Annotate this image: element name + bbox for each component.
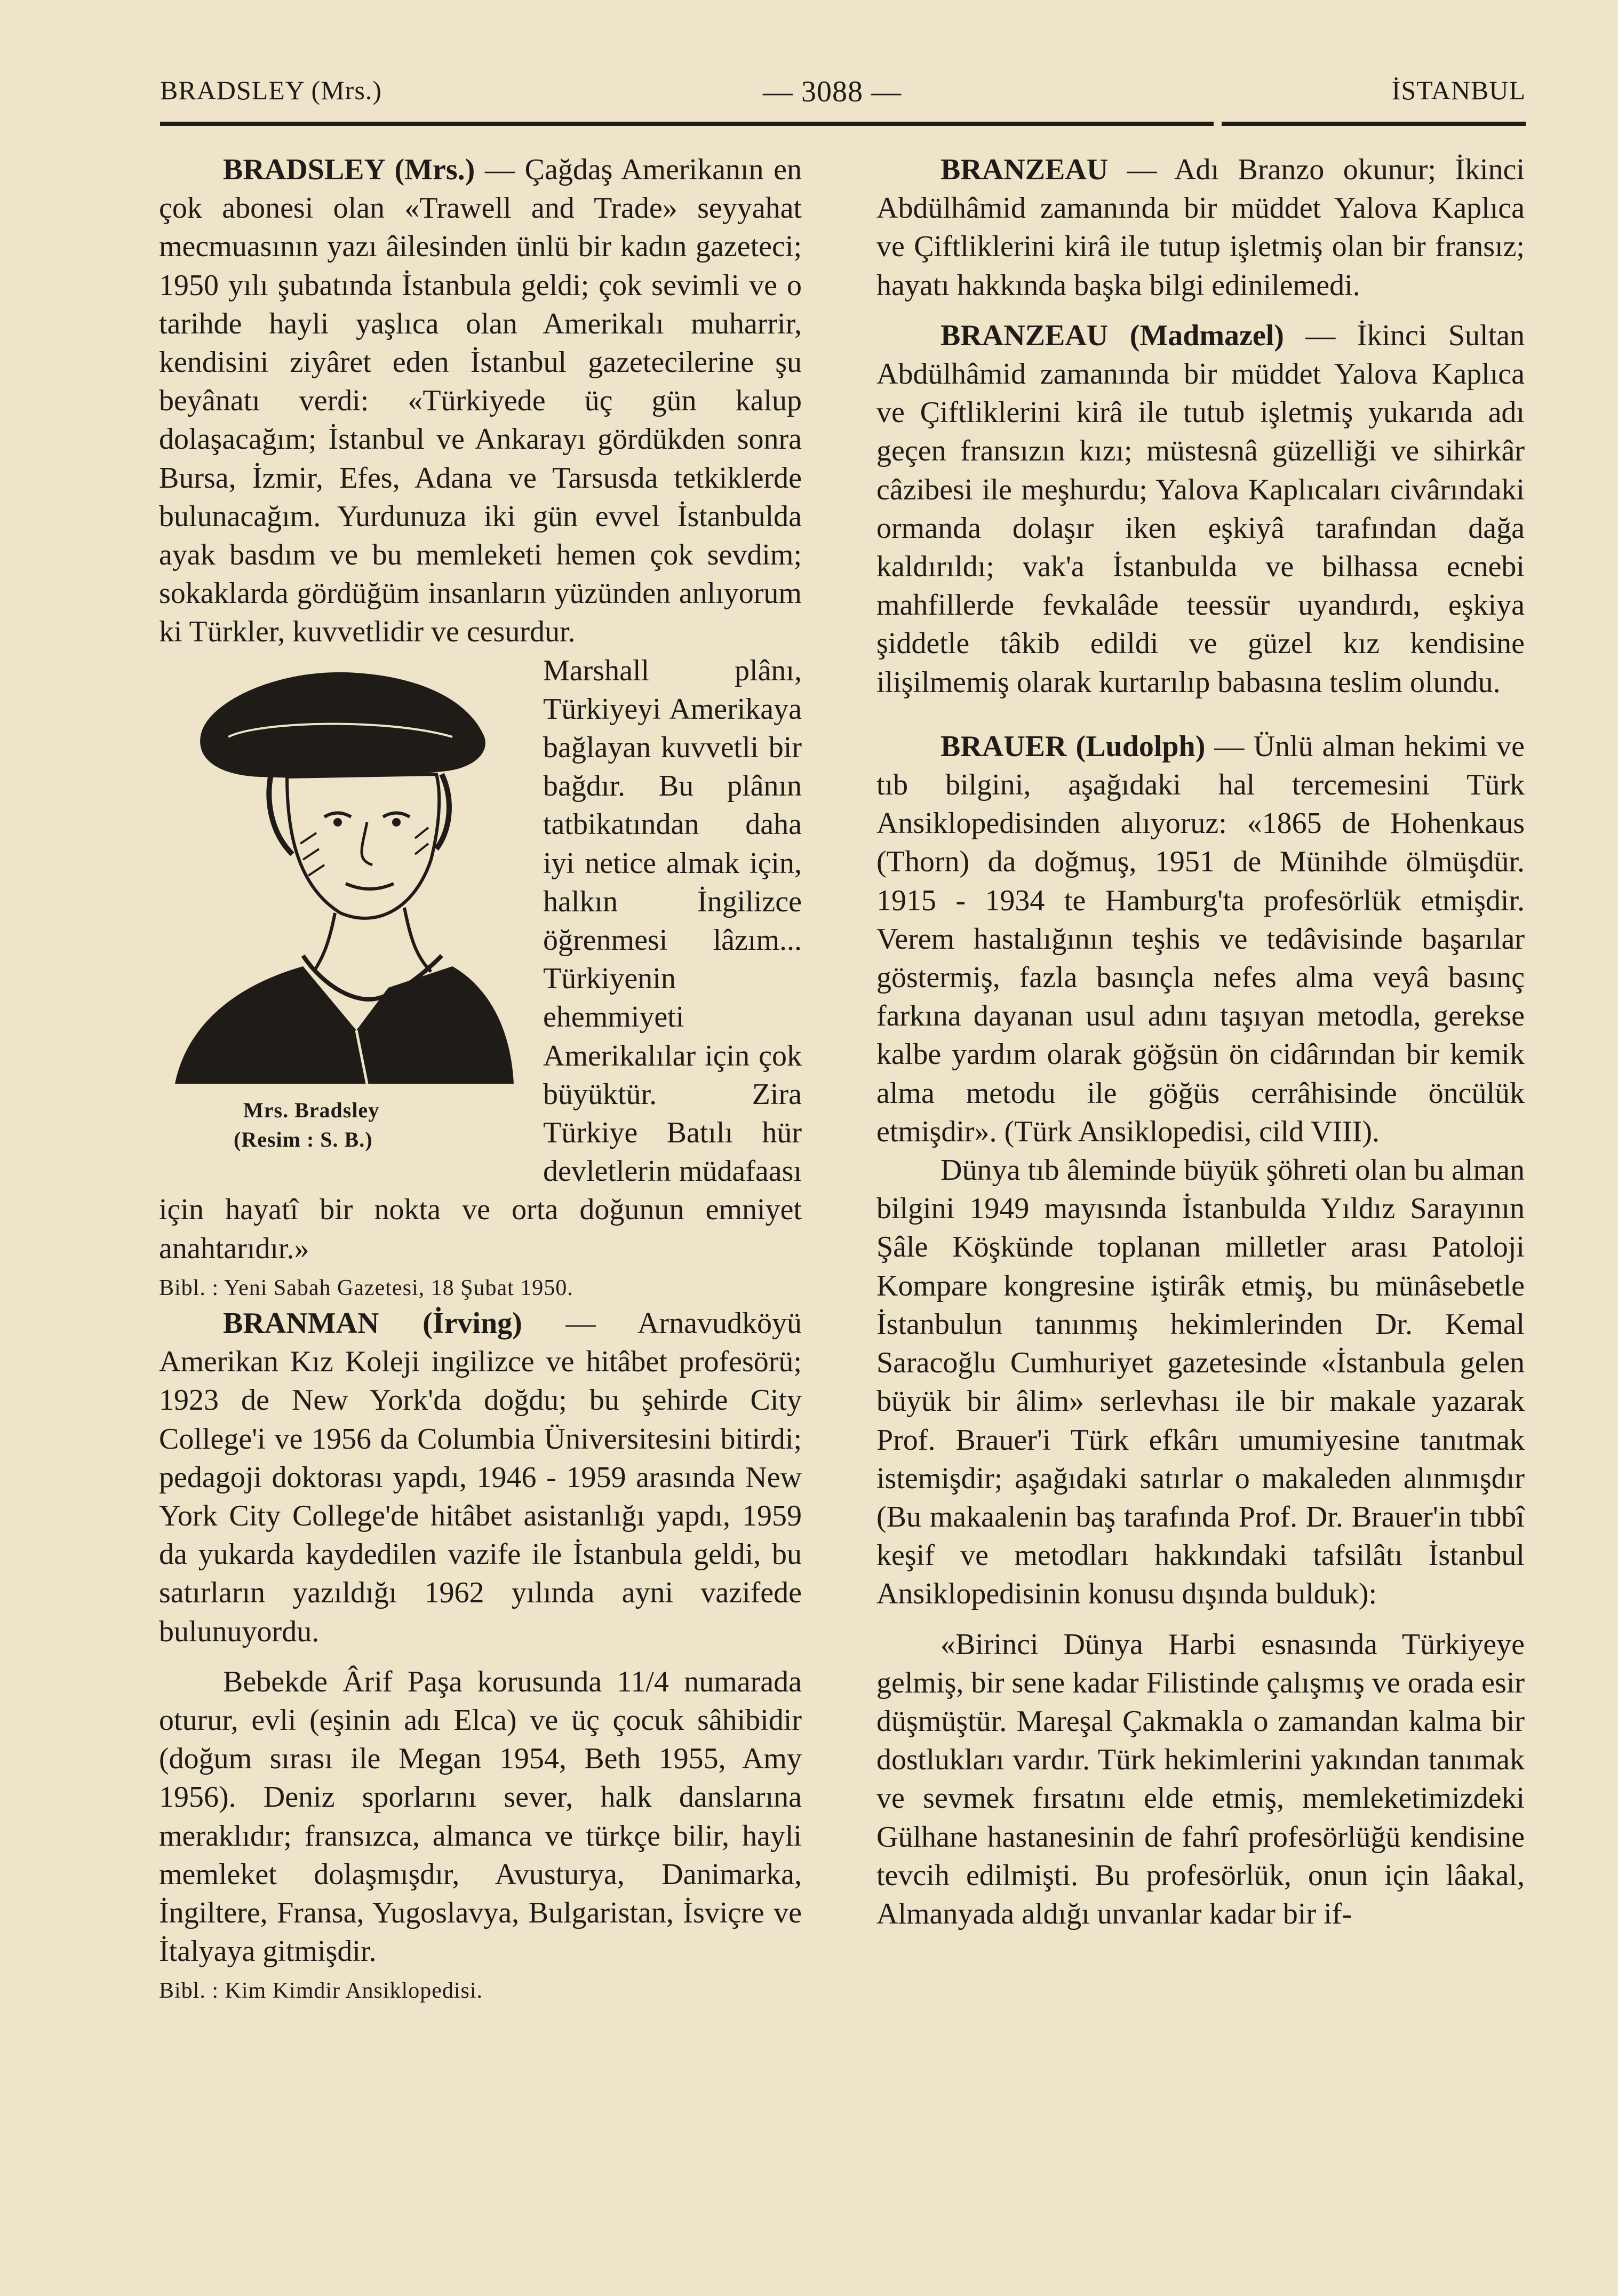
entry-brauer <box>876 727 1525 1151</box>
right-column <box>876 150 1525 1933</box>
entry-brauer-quote: «Birinci Dünya Harbi esnasında Türkiyeye gelmiş, bir sene kadar Filistinde çalışmış ve orada esir düşmüştür. Mareşal Çakmakla o zamandan kalma bir dostlukları vardır. Türk hekimlerini yakından tanımak ve sevmek fırsatını elde etmiş, memleketimizdeki Gülhane hastanesinin de fahrî profesörlüğü kendisine tevcih edilmişti. Bu profesörlük, onun için lâakal, Almanyada aldığı unvanlar kadar bir if- <box>876 1627 1525 1930</box>
entry-branman <box>159 1304 802 1651</box>
bibliography: Bibl. : Yeni Sabah Gazetesi, 18 Şubat 1950. <box>159 1275 573 1300</box>
header-rule-left <box>160 122 1214 126</box>
page-number: — 3088 — <box>763 75 902 108</box>
entry-headword: BRANZEAU (Madmazel) <box>940 319 1284 352</box>
entry-headword: BRANZEAU <box>940 153 1109 186</box>
header-right-title: İSTANBUL <box>1391 75 1526 105</box>
entry-bradsley <box>159 150 802 652</box>
photo-credit: (Resim : S. B.) <box>234 1127 373 1151</box>
running-header <box>160 75 1526 123</box>
entry-headword: BRANMAN (İrving) <box>223 1306 522 1340</box>
entry-brauer-cont: Dünya tıb âleminde büyük şöhreti olan bu alman bilgini 1949 mayısında İstanbulda Yıldız Sarayının Şâle Köşkünde toplanan milletler arası Patoloji Kompare kongresine iştirâk etmiş, bu münâsebetle İstanbulun tanınmış hekimlerinden Dr. Kemal Saracoğlu Cumhuriyet gazetesinde «İstanbula gelen büyük bir âlim» serlevhası ile bir makale yazarak Prof. Brauer'i Türk efkârı umumiyesine tanıtmak istemişdir; aşağıdaki satırlar o makaleden alınmışdır (Bu makaalenin baş tarafında Prof. Dr. Brauer'in tıbbî keşif ve metodları hakkındaki tafsilâtı İstanbul Ansiklopedisinin konusu dışında bulduk): <box>876 1154 1525 1611</box>
portrait-illustration <box>164 657 516 1089</box>
entry-body: — İkinci Sultan Abdülhâmid zamanında bir müddet Yalova Kaplıca ve Çiftliklerini kirâ ile tutub işletmiş yukarıda adı geçen fransızın kızı; müstesnâ güzelliği ve sihirkâr câzibesi ile meşhurdu; Yalova Kaplıcaları civârındaki ormanda dolaşır iken eşkiyâ tarafından dağa kaldırıldı; vak'a İstanbulda ve bilhassa ecnebi mahfillerde fevkalâde teessür uyandırdı, eşkiya şiddetle tâkib edildi ve güzel kız kendisine ilişilmemiş olarak kurtarılıp babasına teslim olundu. <box>876 319 1525 699</box>
entry-bradsley-quote: Marshall plânı, Türkiyeyi Amerikaya bağlayan kuvvetli bir bağdır. Bu plânın tatbikatından daha iyi netice almak için, halkın İngilizce öğrenmesi lâzım... Türkiyenin ehemmiyeti Amerikalılar için çok büyüktür. Zira Türkiye Batılı hür devletlerin müdafaası için hayatî bir nokta ve orta doğunun emniyet anahtarıdır.» <box>159 654 802 1265</box>
bibliography: Bibl. : Kim Kimdir Ansiklopedisi. <box>159 1979 483 2004</box>
entry-body: — Çağdaş Amerikanın en çok abonesi olan «Trawell and Trade» seyyahat mecmuasının yazı âilesinden ünlü bir kadın gazeteci; 1950 yılı şubatında İstanbula geldi; çok sevimli ve o tarihde hayli yaşlıca olan Amerikalı muharrir, kendisini ziyâret eden İstanbul gazetecilerine şu beyânatı verdi: «Türkiyede üç gün kalup dolaşacağım; İstanbul ve Ankarayı gördükden sonra Bursa, İzmir, Efes, Adana ve Tarsusda tetkiklerde bulunacağım. Yurdunuza iki gün evvel İstanbulda ayak basdım ve bu memleketi hemen çok sevdim; sokaklarda gördüğüm insanların yüzünden anlıyorum ki Türkler, kuvvetlidir ve cesurdur. <box>159 153 802 649</box>
header-rule-right <box>1222 122 1526 126</box>
portrait-figure <box>159 657 532 1174</box>
entry-headword: BRADSLEY (Mrs.) <box>223 153 475 186</box>
entry-body: — Adı Branzo okunur; İkinci Abdülhâmid zamanında bir müddet Yalova Kaplıca ve Çiftliklerini kirâ ile tutup işletmiş olan bir fransız; hayatı hakkında başka bilgi edinilemedi. <box>876 153 1525 302</box>
photo-caption: Mrs. Bradsley <box>243 1098 380 1122</box>
entry-headword: BRAUER (Ludolph) <box>940 729 1206 763</box>
entry-branzeau <box>876 150 1525 305</box>
entry-branman-cont: Bebekde Ârif Paşa korusunda 11/4 numarada oturur, evli (eşinin adı Elca) ve üç çocuk sâhibidir (doğum sırası ile Megan 1954, Beth 1955, Amy 1956). Deniz sporlarını sever, halk danslarına meraklıdır; fransızca, almanca ve türkçe bilir, hayli memleket dolaşmışdır, Avusturya, Danimarka, İngiltere, Fransa, Yugoslavya, Bulgaristan, İsviçre ve İtalyaya gitmişdir. <box>159 1665 802 1968</box>
entry-body: — Arnavudköyü Amerikan Kız Koleji ingilizce ve hitâbet profesörü; 1923 de New York'da doğdu; bu şehirde City College'i ve 1956 da Columbia Üniversitesini bitirdi; pedagoji doktorası yapdı, 1946 - 1959 arasında New York City College'de hitâbet asistanlığı yapdı, 1959 da yukarda kaydedilen vazife ile İstanbula geldi, bu satırların yazıldığı 1962 yılında ayni vazifede bulunuyordu. <box>159 1306 802 1648</box>
entry-branzeau-madmazel <box>876 316 1525 702</box>
header-left-title: BRADSLEY (Mrs.) <box>160 75 382 105</box>
left-column <box>159 150 802 2007</box>
entry-body: — Ünlü alman hekimi ve tıb bilgini, aşağıdaki hal tercemesini Türk Ansiklopedisinden alıyoruz: «1865 de Hohenkaus (Thorn) da doğmuş, 1951 de Münihde ölmüşdür. 1915 - 1934 te Hamburg'ta profesörlük etmişdir. Verem hastalığının teşhis ve tedâvisinde başarılar göstermiş, fazla basınçla nefes alma veyâ basınç farkına dayanan usul adını taşıyan metodla, gerekse kalbe yardım olarak göğsün ön cidârından bir kemik alma metodu ile göğüs cerrâhisinde öncülük etmişdir». (Türk Ansiklopedisi, cild VIII). <box>876 729 1525 1148</box>
